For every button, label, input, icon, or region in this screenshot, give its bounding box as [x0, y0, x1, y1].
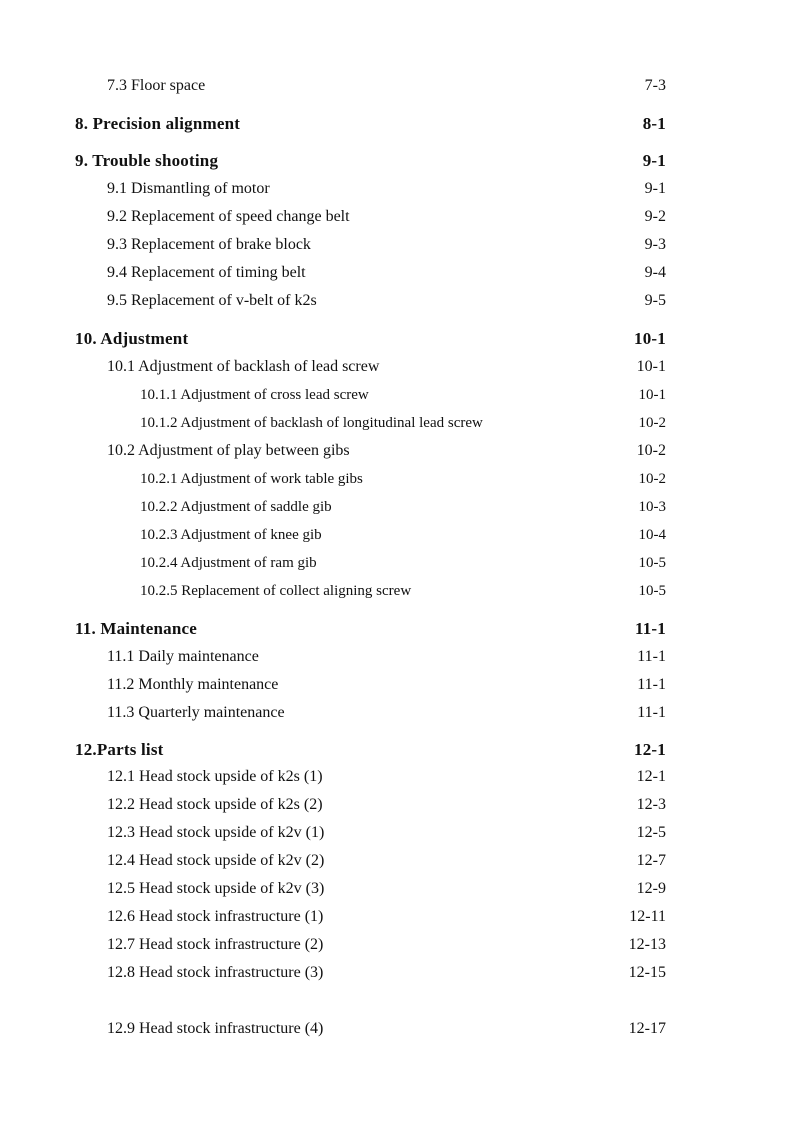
toc-chapter-9 — [0, 151, 793, 173]
toc-entry-page: 10-4 — [638, 527, 666, 543]
toc-entry-12-5 — [0, 880, 793, 902]
toc-chapter-10 — [0, 329, 793, 351]
toc-entry-label: 11.2 Monthly maintenance — [107, 676, 279, 693]
toc-entry-page: 10-5 — [638, 583, 666, 599]
toc-entry-page: 10-2 — [638, 471, 666, 487]
toc-entry-label: 12.9 Head stock infrastructure (4) — [107, 1020, 324, 1037]
toc-entry-page: 10-3 — [638, 499, 666, 515]
toc-entry-9-1 — [0, 180, 793, 202]
toc-entry-label: 10.1.2 Adjustment of backlash of longitudinal lead screw — [140, 415, 483, 431]
toc-entry-page: 11-1 — [637, 704, 666, 721]
toc-entry-page: 10-5 — [638, 555, 666, 571]
toc-entry-10-1-2 — [0, 415, 793, 437]
toc-entry-label: 11.3 Quarterly maintenance — [107, 704, 285, 721]
toc-entry-10-2-5 — [0, 583, 793, 605]
toc-entry-label: 9.5 Replacement of v-belt of k2s — [107, 292, 317, 309]
toc-entry-page: 11-1 — [637, 676, 666, 693]
toc-entry-page: 11-1 — [637, 648, 666, 665]
toc-entry-10-1-1 — [0, 387, 793, 409]
toc-entry-page: 10-1 — [636, 358, 666, 375]
toc-entry-page: 12-3 — [636, 796, 666, 813]
toc-entry-12-2 — [0, 796, 793, 818]
toc-entry-page: 9-2 — [644, 208, 666, 225]
toc-entry-page: 9-4 — [644, 264, 666, 281]
toc-entry-page: 12-13 — [628, 936, 666, 953]
toc-entry-page: 12-7 — [636, 852, 666, 869]
toc-chapter-label: 10. Adjustment — [75, 329, 189, 348]
toc-entry-10-2 — [0, 442, 793, 464]
toc-chapter-11 — [0, 619, 793, 641]
toc-entry-9-5 — [0, 292, 793, 314]
toc-entry-page: 9-3 — [644, 236, 666, 253]
toc-entry-10-2-1 — [0, 471, 793, 493]
toc-entry-label: 9.4 Replacement of timing belt — [107, 264, 306, 281]
toc-entry-label: 11.1 Daily maintenance — [107, 648, 259, 665]
toc-entry-label: 10.2.5 Replacement of collect aligning screw — [140, 583, 412, 599]
toc-chapter-label: 9. Trouble shooting — [75, 151, 219, 170]
toc-entry-12-1 — [0, 768, 793, 790]
toc-entry-page: 9-1 — [644, 180, 666, 197]
toc-entry-label: 9.1 Dismantling of motor — [107, 180, 270, 197]
toc-entry-12-6 — [0, 908, 793, 930]
toc-entry-9-4 — [0, 264, 793, 286]
toc-entry-label: 9.2 Replacement of speed change belt — [107, 208, 350, 225]
toc-entry-page: 12-9 — [636, 880, 666, 897]
toc-entry-10-2-3 — [0, 527, 793, 549]
toc-entry-label: 9.3 Replacement of brake block — [107, 236, 311, 253]
toc-entry-12-8 — [0, 964, 793, 986]
toc-entry-page: 10-2 — [638, 415, 666, 431]
toc-entry-12-3 — [0, 824, 793, 846]
toc-entry-page: 12-1 — [636, 768, 666, 785]
toc-chapter-page: 9-1 — [642, 151, 666, 170]
toc-entry-label: 12.5 Head stock upside of k2v (3) — [107, 880, 325, 897]
toc-entry-label: 10.2.1 Adjustment of work table gibs — [140, 471, 363, 487]
toc-entry-page: 12-17 — [628, 1020, 666, 1037]
toc-entry-label: 12.6 Head stock infrastructure (1) — [107, 908, 324, 925]
toc-entry-10-2-4 — [0, 555, 793, 577]
toc-entry-page: 12-15 — [628, 964, 666, 981]
toc-entry-label: 7.3 Floor space — [107, 77, 206, 94]
toc-entry-label: 12.3 Head stock upside of k2v (1) — [107, 824, 325, 841]
toc-entry-label: 10.1.1 Adjustment of cross lead screw — [140, 387, 369, 403]
toc-entry-11-2 — [0, 676, 793, 698]
toc-entry-page: 10-2 — [636, 442, 666, 459]
toc-entry-label: 10.2.2 Adjustment of saddle gib — [140, 499, 332, 515]
toc-entry-label: 10.2.3 Adjustment of knee gib — [140, 527, 322, 543]
toc-entry-page: 12-11 — [629, 908, 666, 925]
toc-entry-label: 12.4 Head stock upside of k2v (2) — [107, 852, 325, 869]
toc-entry-label: 12.2 Head stock upside of k2s (2) — [107, 796, 323, 813]
toc-entry-11-3 — [0, 704, 793, 726]
toc-entry-12-9 — [0, 1020, 793, 1042]
toc-entry-9-3 — [0, 236, 793, 258]
toc-entry-label: 10.2.4 Adjustment of ram gib — [140, 555, 317, 571]
toc-entry-12-7 — [0, 936, 793, 958]
toc-entry-label: 12.8 Head stock infrastructure (3) — [107, 964, 324, 981]
toc-chapter-page: 10-1 — [634, 329, 666, 348]
toc-entry-label: 12.7 Head stock infrastructure (2) — [107, 936, 324, 953]
toc-entry-10-2-2 — [0, 499, 793, 521]
toc-chapter-page: 11-1 — [634, 619, 666, 638]
toc-entry-7-3 — [0, 77, 793, 99]
toc-entry-page: 10-1 — [638, 387, 666, 403]
toc-entry-page: 12-5 — [636, 824, 666, 841]
toc-entry-10-1 — [0, 358, 793, 380]
toc-entry-page: 9-5 — [644, 292, 666, 309]
toc-entry-label: 10.2 Adjustment of play between gibs — [107, 442, 350, 459]
toc-entry-label: 10.1 Adjustment of backlash of lead screw — [107, 358, 380, 375]
toc-chapter-8 — [0, 114, 793, 136]
toc-entry-11-1 — [0, 648, 793, 670]
toc-chapter-label: 11. Maintenance — [75, 619, 197, 638]
toc-chapter-label: 8. Precision alignment — [75, 114, 241, 133]
toc-chapter-label: 12.Parts list — [75, 740, 164, 759]
toc-entry-label: 12.1 Head stock upside of k2s (1) — [107, 768, 323, 785]
toc-entry-9-2 — [0, 208, 793, 230]
toc-entry-12-4 — [0, 852, 793, 874]
toc-chapter-page: 8-1 — [642, 114, 666, 133]
toc-chapter-page: 12-1 — [634, 740, 666, 759]
toc-chapter-12 — [0, 740, 793, 762]
toc-entry-page: 7-3 — [644, 77, 666, 94]
